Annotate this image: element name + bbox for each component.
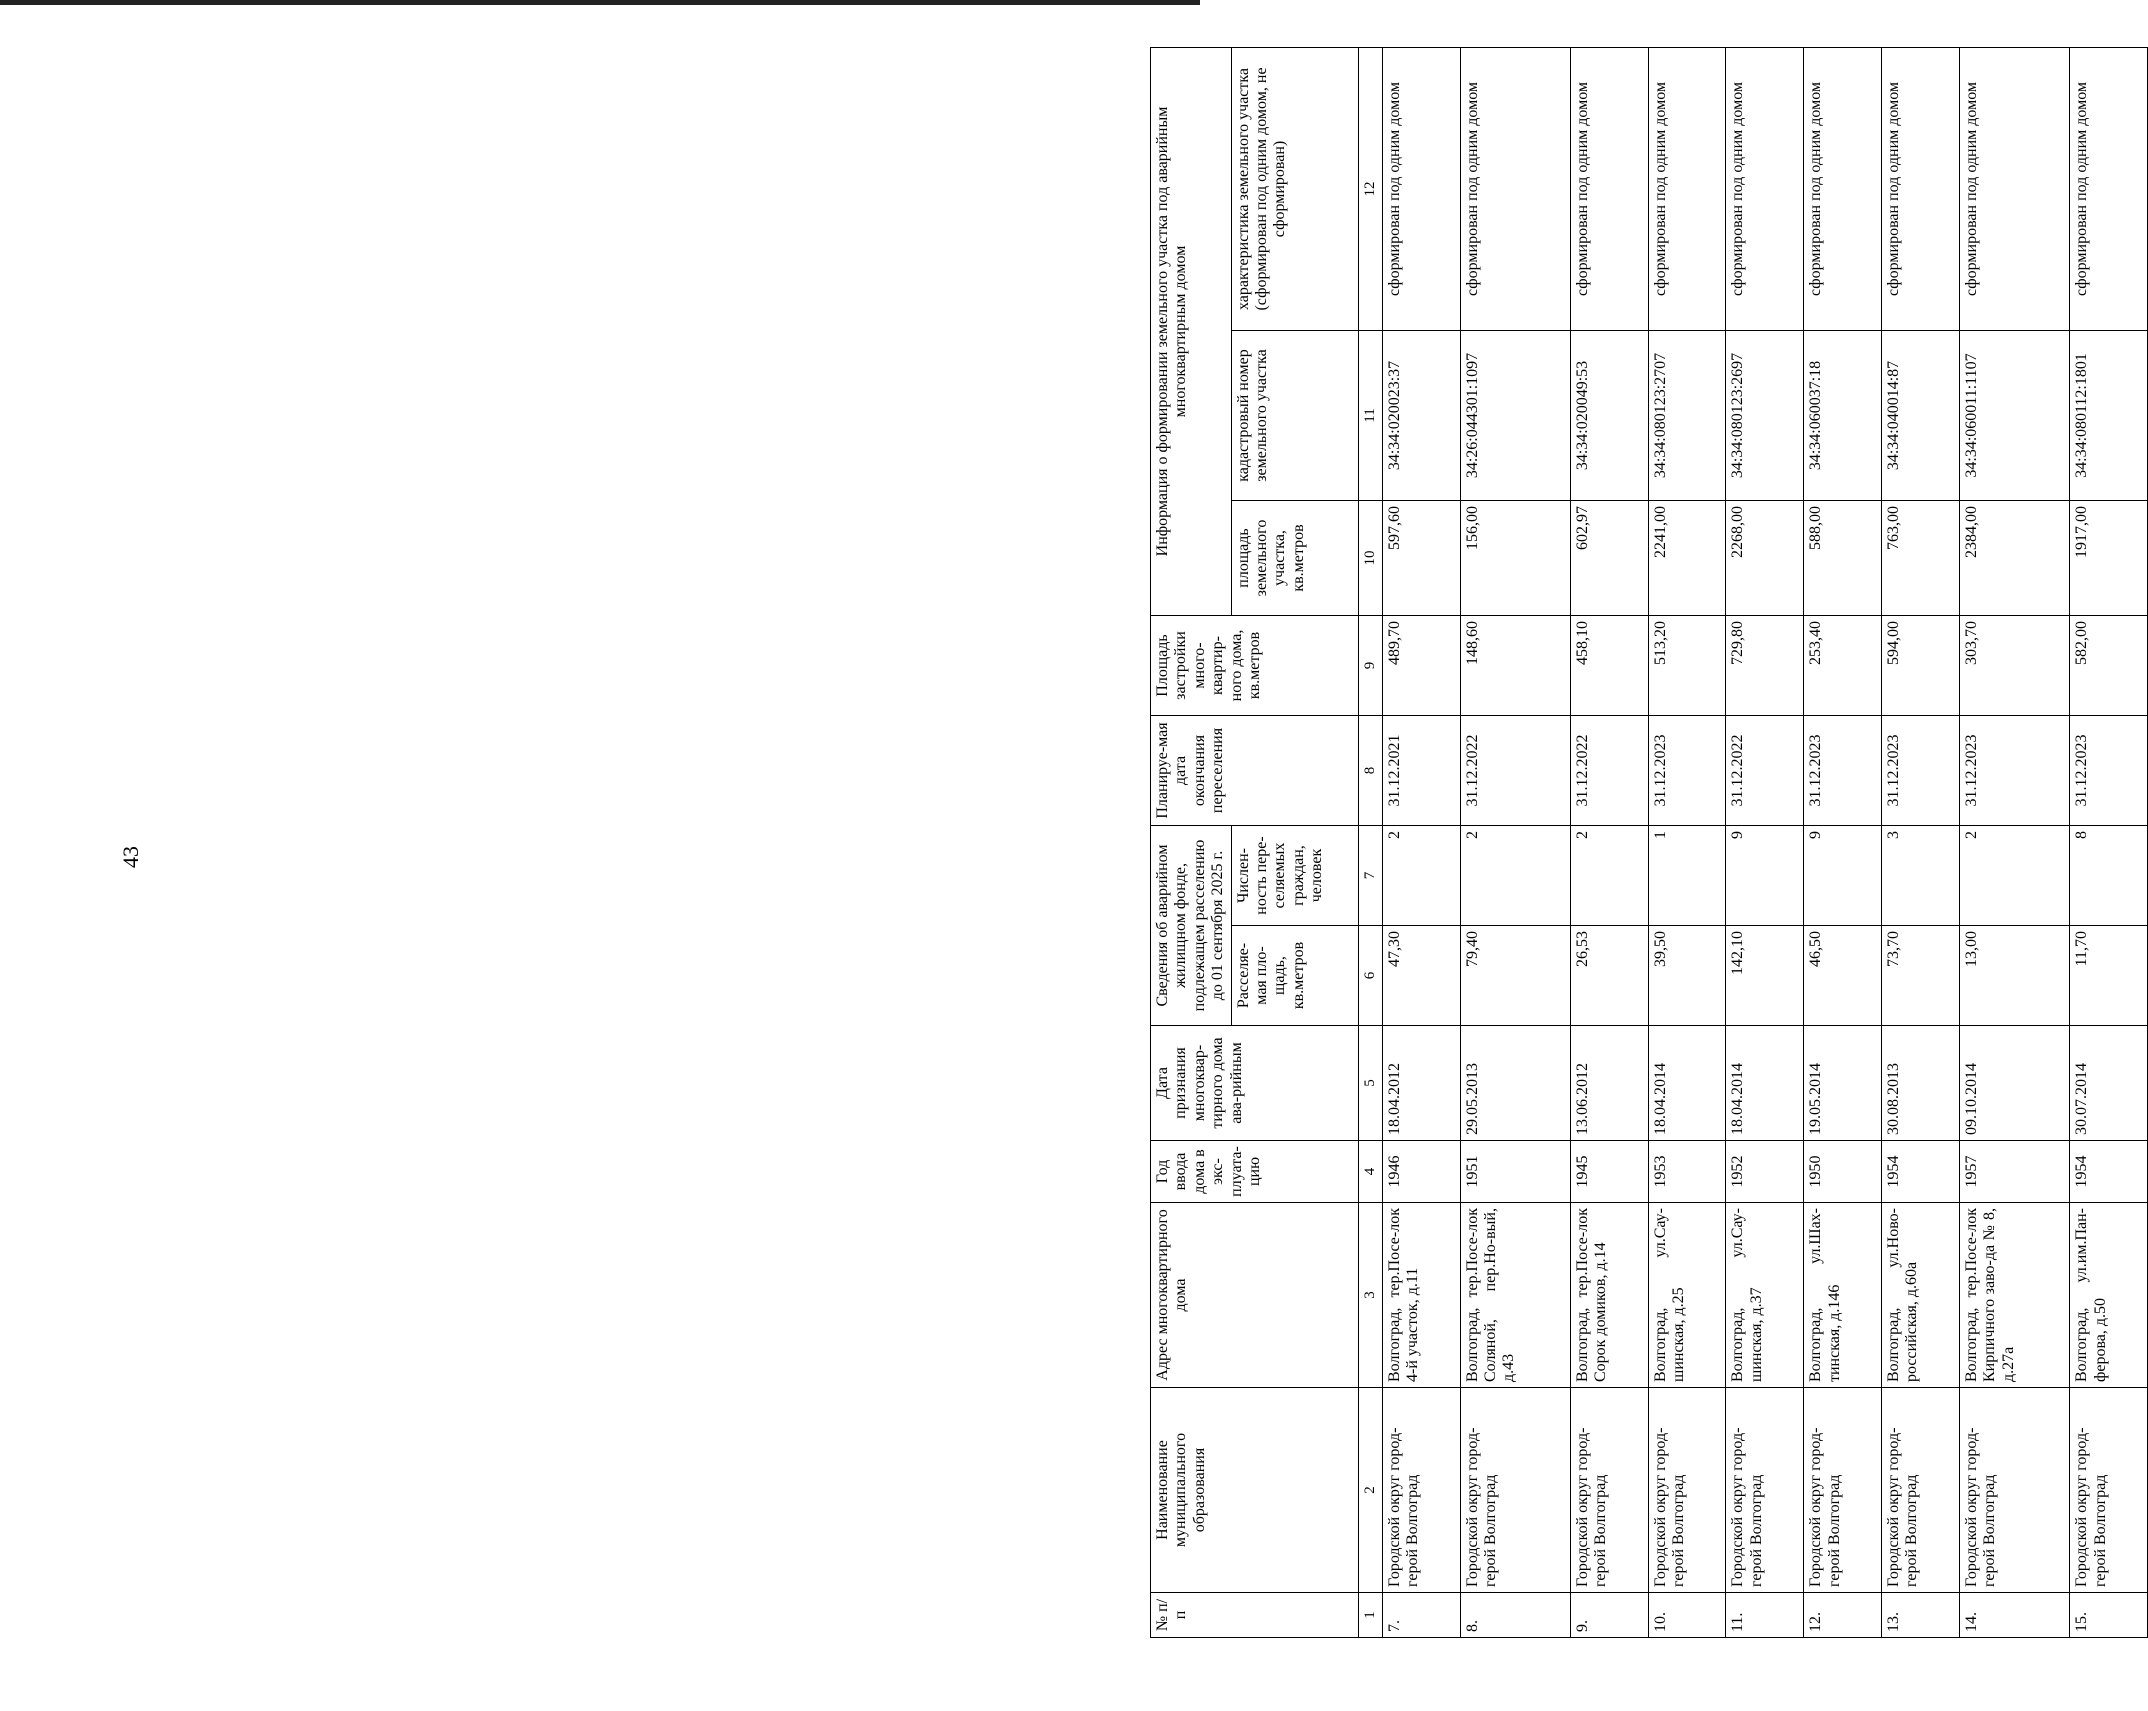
resettled-area-cell: 39,50 [1648, 926, 1726, 1026]
resettled-area-cell: 142,10 [1726, 926, 1804, 1026]
people-cell: 2 [1570, 826, 1648, 926]
year-cell: 1954 [1881, 1141, 1959, 1203]
resettled-area-cell: 79,40 [1460, 926, 1570, 1026]
header-end-date: Планируе-мая дата окончания переселения [1151, 716, 1359, 826]
year-cell: 1952 [1726, 1141, 1804, 1203]
land-char-cell: сформирован под одним домом [1382, 47, 1460, 330]
municipality-cell: Городской округ город-герой Волгоград [2070, 1388, 2148, 1593]
end-date-cell: 31.12.2023 [1881, 716, 1959, 826]
people-cell: 3 [1881, 826, 1959, 926]
table-header [1151, 47, 1383, 1637]
year-cell: 1951 [1460, 1141, 1570, 1203]
land-area-cell: 597,60 [1382, 501, 1460, 616]
municipality-cell: Городской округ город-герой Волгоград [1804, 1388, 1882, 1593]
land-char-cell: сформирован под одним домом [1726, 47, 1804, 330]
land-area-cell: 156,00 [1460, 501, 1570, 616]
table-row [1804, 47, 1882, 1637]
end-date-cell: 31.12.2023 [1648, 716, 1726, 826]
year-cell: 1946 [1382, 1141, 1460, 1203]
cadastral-cell: 34:34:020023:37 [1382, 331, 1460, 501]
address-cell: Волгоград, тер.Посе-лок Сорок домиков, д.14 [1570, 1203, 1648, 1388]
recognition-date-cell: 30.08.2013 [1881, 1026, 1959, 1141]
municipality-cell: Городской округ город-герой Волгоград [1460, 1388, 1570, 1593]
land-char-cell: сформирован под одним домом [2070, 47, 2148, 330]
column-index-cell: 4 [1358, 1141, 1382, 1203]
header-building-area: Площадь застройки много-квартир-ного дома, кв.метров [1151, 616, 1359, 716]
header-land-char: характеристика земельного участка (сформирован под одним домом, не сформирован) [1231, 47, 1358, 330]
recognition-date-cell: 18.04.2014 [1648, 1026, 1726, 1141]
table-row [1570, 47, 1648, 1637]
column-index-cell: 1 [1358, 1593, 1382, 1638]
column-index-cell: 5 [1358, 1026, 1382, 1141]
column-index-cell: 10 [1358, 501, 1382, 616]
municipality-cell: Городской округ город-герой Волгоград [1726, 1388, 1804, 1593]
resettled-area-cell: 13,00 [1959, 926, 2069, 1026]
land-char-cell: сформирован под одним домом [1460, 47, 1570, 330]
people-cell: 8 [2070, 826, 2148, 926]
column-index-row [1358, 47, 1382, 1637]
year-cell: 1957 [1959, 1141, 2069, 1203]
people-cell: 9 [1726, 826, 1804, 926]
header-land-area: площадь земельного участка, кв.метров [1231, 501, 1358, 616]
row-number: 13. [1881, 1593, 1959, 1638]
resettled-area-cell: 47,30 [1382, 926, 1460, 1026]
land-area-cell: 2268,00 [1726, 501, 1804, 616]
recognition-date-cell: 29.05.2013 [1460, 1026, 1570, 1141]
building-area-cell: 489,70 [1382, 616, 1460, 716]
building-area-cell: 582,00 [2070, 616, 2148, 716]
row-number: 8. [1460, 1593, 1570, 1638]
table-row [1382, 47, 1460, 1637]
header-number: № п/п [1151, 1593, 1359, 1638]
emergency-housing-table [1150, 47, 2148, 1638]
resettled-area-cell: 73,70 [1881, 926, 1959, 1026]
building-area-cell: 148,60 [1460, 616, 1570, 716]
land-area-cell: 1917,00 [2070, 501, 2148, 616]
municipality-cell: Городской округ город-герой Волгоград [1382, 1388, 1460, 1593]
table-row [1881, 47, 1959, 1637]
address-cell: Волгоград, ул.им.Пан-ферова, д.50 [2070, 1203, 2148, 1388]
table-row [1959, 47, 2069, 1637]
end-date-cell: 31.12.2023 [1959, 716, 2069, 826]
column-index-cell: 11 [1358, 331, 1382, 501]
recognition-date-cell: 18.04.2012 [1382, 1026, 1460, 1141]
page-number: 43 [118, 846, 143, 868]
header-resettled-area: Расселяе-мая пло-щадь, кв.метров [1231, 926, 1358, 1026]
municipality-cell: Городской округ город-герой Волгоград [1959, 1388, 2069, 1593]
header-recognition-date: Дата признания многоквар-тирного дома ава-рийным [1151, 1026, 1359, 1141]
table-row [1726, 47, 1804, 1637]
column-index-cell: 3 [1358, 1203, 1382, 1388]
cadastral-cell: 34:34:080123:2697 [1726, 331, 1804, 501]
address-cell: Волгоград, тер.Посе-лок Соляной, пер.Но-вый, д.43 [1460, 1203, 1570, 1388]
year-cell: 1945 [1570, 1141, 1648, 1203]
building-area-cell: 458,10 [1570, 616, 1648, 716]
land-area-cell: 2241,00 [1648, 501, 1726, 616]
header-cadastral: кадастровый номер земельного участка [1231, 331, 1358, 501]
address-cell: Волгоград, ул.Сау-шинская, д.25 [1648, 1203, 1726, 1388]
recognition-date-cell: 18.04.2014 [1726, 1026, 1804, 1141]
column-index-cell: 9 [1358, 616, 1382, 716]
address-cell: Волгоград, тер.Посе-лок Кирпичного заво-да № 8, д.27а [1959, 1203, 2069, 1388]
people-cell: 1 [1648, 826, 1726, 926]
header-year: Год ввода дома в экс-плуата-цию [1151, 1141, 1359, 1203]
cadastral-cell: 34:34:040014:87 [1881, 331, 1959, 501]
rotated-sheet [1150, 48, 2148, 1638]
column-index-cell: 8 [1358, 716, 1382, 826]
year-cell: 1954 [2070, 1141, 2148, 1203]
land-char-cell: сформирован под одним домом [1881, 47, 1959, 330]
people-cell: 2 [1382, 826, 1460, 926]
land-char-cell: сформирован под одним домом [1648, 47, 1726, 330]
land-area-cell: 588,00 [1804, 501, 1882, 616]
column-index-cell: 7 [1358, 826, 1382, 926]
end-date-cell: 31.12.2023 [1804, 716, 1882, 826]
row-number: 12. [1804, 1593, 1882, 1638]
building-area-cell: 594,00 [1881, 616, 1959, 716]
municipality-cell: Городской округ город-герой Волгоград [1648, 1388, 1726, 1593]
header-people: Числен-ность пере-селяемых граждан, человек [1231, 826, 1358, 926]
recognition-date-cell: 13.06.2012 [1570, 1026, 1648, 1141]
people-cell: 2 [1460, 826, 1570, 926]
year-cell: 1950 [1804, 1141, 1882, 1203]
land-area-cell: 2384,00 [1959, 501, 2069, 616]
land-area-cell: 763,00 [1881, 501, 1959, 616]
building-area-cell: 513,20 [1648, 616, 1726, 716]
year-cell: 1953 [1648, 1141, 1726, 1203]
land-area-cell: 602,97 [1570, 501, 1648, 616]
table-body [1382, 47, 2147, 1637]
row-number: 10. [1648, 1593, 1726, 1638]
recognition-date-cell: 09.10.2014 [1959, 1026, 2069, 1141]
table-row [1648, 47, 1726, 1637]
address-cell: Волгоград, ул.Сау-шинская, д.37 [1726, 1203, 1804, 1388]
address-cell: Волгоград, ул.Ново-российская, д.60а [1881, 1203, 1959, 1388]
row-number: 11. [1726, 1593, 1804, 1638]
building-area-cell: 729,80 [1726, 616, 1804, 716]
row-number: 7. [1382, 1593, 1460, 1638]
cadastral-cell: 34:34:080112:1801 [2070, 331, 2148, 501]
cadastral-cell: 34:34:020049:53 [1570, 331, 1648, 501]
recognition-date-cell: 30.07.2014 [2070, 1026, 2148, 1141]
cadastral-cell: 34:34:060011:1107 [1959, 331, 2069, 501]
building-area-cell: 303,70 [1959, 616, 2069, 716]
land-char-cell: сформирован под одним домом [1804, 47, 1882, 330]
resettled-area-cell: 46,50 [1804, 926, 1882, 1026]
resettled-area-cell: 26,53 [1570, 926, 1648, 1026]
people-cell: 2 [1959, 826, 2069, 926]
end-date-cell: 31.12.2023 [2070, 716, 2148, 826]
scan-top-edge [0, 0, 1200, 5]
row-number: 9. [1570, 1593, 1648, 1638]
row-number: 15. [2070, 1593, 2148, 1638]
end-date-cell: 31.12.2022 [1726, 716, 1804, 826]
end-date-cell: 31.12.2021 [1382, 716, 1460, 826]
cadastral-cell: 34:26:044301:1097 [1460, 331, 1570, 501]
header-land-info: Информация о формировании земельного участка под аварийным многоквартирным домом [1151, 47, 1232, 615]
column-index-cell: 6 [1358, 926, 1382, 1026]
building-area-cell: 253,40 [1804, 616, 1882, 716]
people-cell: 9 [1804, 826, 1882, 926]
cadastral-cell: 34:34:080123:2707 [1648, 331, 1726, 501]
column-index-cell: 12 [1358, 47, 1382, 330]
row-number: 14. [1959, 1593, 2069, 1638]
address-cell: Волгоград, ул.Шах-тинская, д.146 [1804, 1203, 1882, 1388]
municipality-cell: Городской округ город-герой Волгоград [1570, 1388, 1648, 1593]
header-municipality: Наименование муниципального образования [1151, 1388, 1359, 1593]
land-char-cell: сформирован под одним домом [1570, 47, 1648, 330]
end-date-cell: 31.12.2022 [1570, 716, 1648, 826]
table-row [1460, 47, 1570, 1637]
address-cell: Волгоград, тер.Посе-лок 4-й участок, д.11 [1382, 1203, 1460, 1388]
end-date-cell: 31.12.2022 [1460, 716, 1570, 826]
municipality-cell: Городской округ город-герой Волгоград [1881, 1388, 1959, 1593]
header-address: Адрес многоквартирного дома [1151, 1203, 1359, 1388]
resettled-area-cell: 11,70 [2070, 926, 2148, 1026]
column-index-cell: 2 [1358, 1388, 1382, 1593]
header-fund-info: Сведения об аварийном жилищном фонде, подлежащем расселению до 01 сентября 2025 г. [1151, 826, 1232, 1026]
cadastral-cell: 34:34:060037:18 [1804, 331, 1882, 501]
table-row [2070, 47, 2148, 1637]
land-char-cell: сформирован под одним домом [1959, 47, 2069, 330]
recognition-date-cell: 19.05.2014 [1804, 1026, 1882, 1141]
